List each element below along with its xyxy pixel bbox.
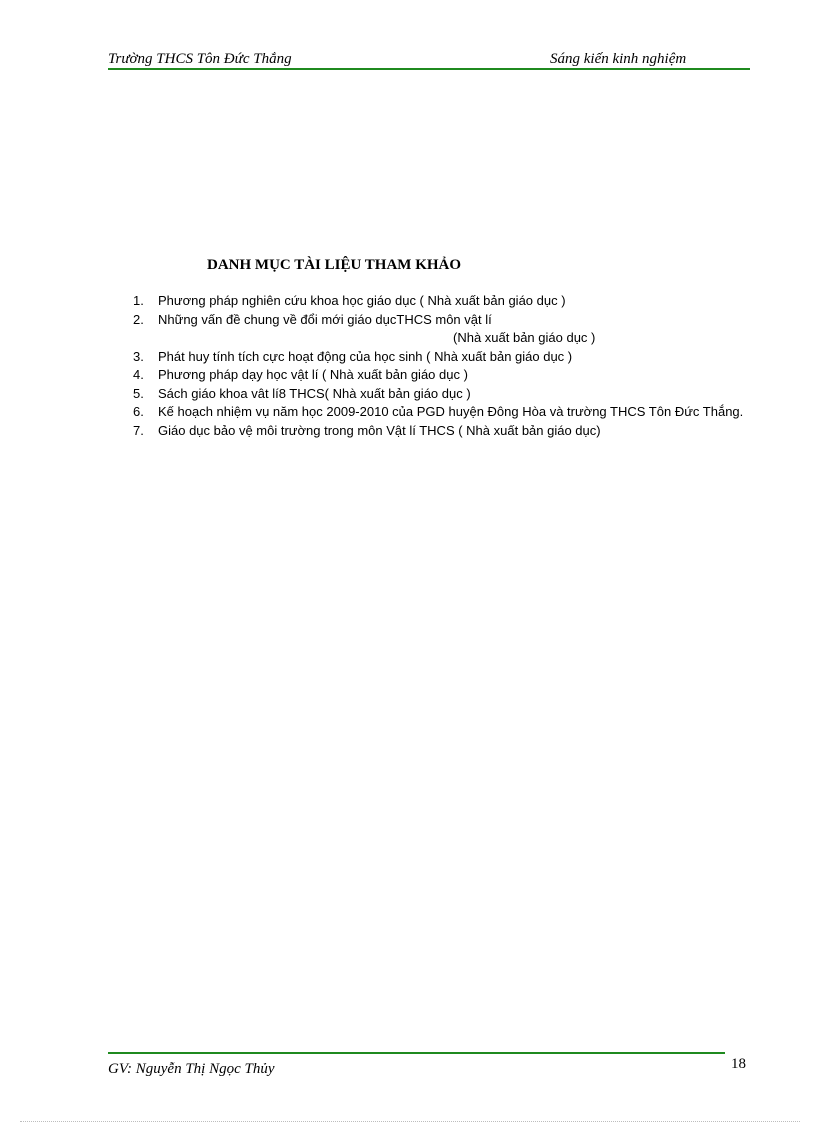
- footer-divider: [108, 1052, 725, 1054]
- reference-text: Những vấn đề chung về đổi mới giáo dụcTHCS môn vật lí: [158, 311, 492, 327]
- page-number: 18: [731, 1056, 746, 1072]
- reference-list: [133, 292, 746, 440]
- reference-number: 4.: [133, 367, 144, 382]
- reference-number: 7.: [133, 422, 144, 438]
- reference-number: 5.: [133, 385, 144, 401]
- header-school-name: Trường THCS Tôn Đức Thắng: [108, 51, 292, 67]
- reference-number: 3.: [133, 348, 144, 364]
- header-document-type: Sáng kiến kinh nghiệm: [550, 51, 687, 67]
- reference-text: Sách giáo khoa vât lí8 THCS( Nhà xuất bản giáo dục ): [158, 385, 471, 401]
- page-edge-divider: [20, 1121, 800, 1122]
- reference-text: Phương pháp dạy học vật lí ( Nhà xuất bản giáo dục ): [158, 367, 468, 382]
- reference-item: [133, 348, 746, 367]
- reference-text: Giáo dục bảo vệ môi trường trong môn Vật lí THCS ( Nhà xuất bản giáo dục): [158, 422, 601, 438]
- page-title: DANH MỤC TÀI LIỆU THAM KHẢO: [207, 257, 462, 273]
- reference-number: 2.: [133, 311, 144, 327]
- reference-item: [133, 366, 746, 385]
- reference-item: [133, 385, 746, 404]
- reference-item: [133, 422, 746, 441]
- reference-text: Phương pháp nghiên cứu khoa học giáo dục ( Nhà xuất bản giáo dục ): [158, 293, 566, 308]
- reference-item: [133, 292, 746, 311]
- reference-text: Phát huy tính tích cực hoạt động của học sinh ( Nhà xuất bản giáo dục ): [158, 348, 573, 364]
- reference-item: [133, 311, 746, 348]
- reference-number: 1.: [133, 293, 144, 308]
- reference-publisher: (Nhà xuất bản giáo dục ): [453, 330, 596, 345]
- reference-text: Kế hoạch nhiệm vụ năm học 2009-2010 của PGD huyện Đông Hòa và trường THCS Tôn Đức Thắng.: [158, 404, 744, 419]
- footer-author: GV: Nguyễn Thị Ngọc Thủy: [108, 1061, 275, 1077]
- reference-number: 6.: [133, 404, 144, 419]
- page-header: [108, 50, 750, 70]
- reference-item: [133, 403, 746, 422]
